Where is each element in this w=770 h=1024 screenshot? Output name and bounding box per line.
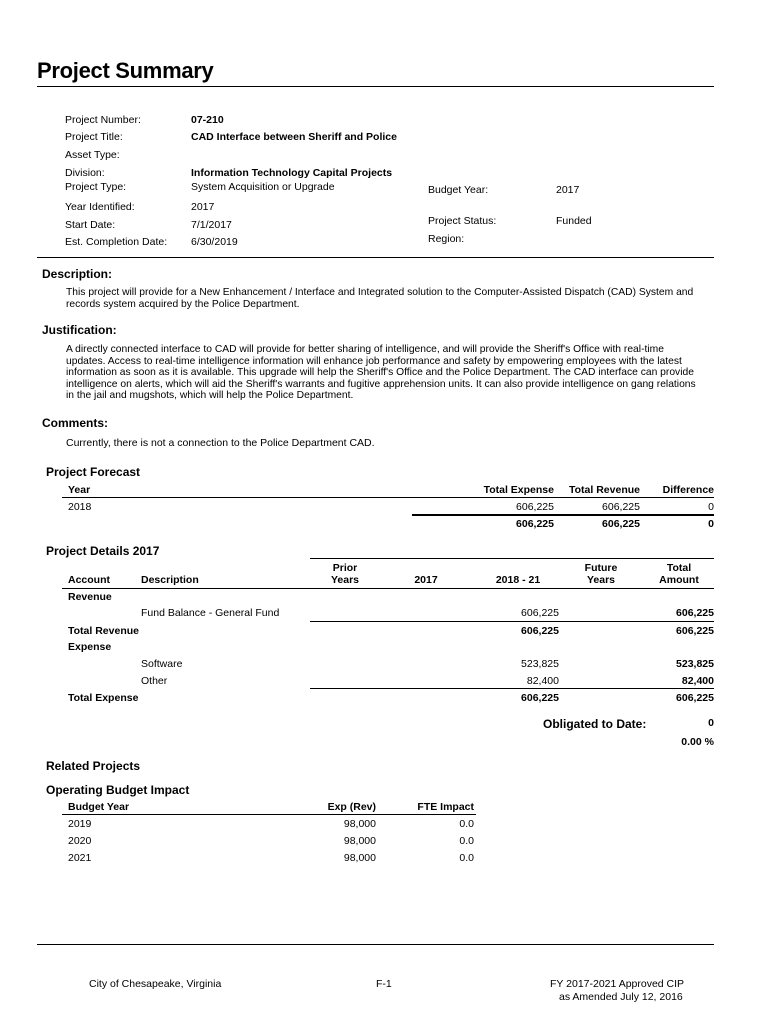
division-value: Information Technology Capital Projects	[191, 167, 393, 179]
project-type-label: Project Type:	[65, 181, 127, 193]
budget-col-exp-rev: Exp (Rev)	[327, 801, 376, 813]
justification-text: A directly connected interface to CAD will provide for better sharing of intelligence, and will provide the Sheriff's Office with real-time updates. Access to real-time intelligence information will enhance job performance and safety by empowering employees with the latest information as soon as it is available. This upgrade will help the Sheriff's Office and the Police Department. The CAD interface can provide intelligence on alerts, which will aid the Sheriff's warrants and fugitive apprehension units. It can also provide intelligence on gang relations in the jail and mugshots, which will help the Police Department.	[66, 344, 696, 401]
details-total-revenue-2018-21: 606,225	[521, 625, 559, 637]
details-col-prior-years: Years	[330, 574, 360, 586]
budget-exp-cell: 98,000	[343, 852, 376, 864]
forecast-total-expense: 606,225	[516, 518, 554, 530]
details-expense-2018-21: 82,400	[526, 675, 559, 687]
forecast-col-difference: Difference	[662, 484, 714, 496]
details-col-account: Account	[68, 574, 110, 586]
details-revenue-total: 606,225	[676, 607, 714, 619]
forecast-total-difference: 0	[708, 518, 714, 530]
obligated-value: 0	[708, 717, 714, 729]
budget-year-label: Budget Year:	[428, 184, 489, 196]
details-revenue-label: Revenue	[68, 591, 112, 603]
details-expense-label: Expense	[68, 641, 112, 653]
details-header-rule	[62, 588, 714, 589]
details-revenue-description: Fund Balance - General Fund	[141, 607, 280, 619]
project-status-label: Project Status:	[428, 215, 497, 227]
footer-amended: as Amended July 12, 2016	[559, 991, 683, 1003]
forecast-header-rule	[62, 497, 714, 498]
project-title-label: Project Title:	[65, 131, 123, 143]
details-col-future: Future	[584, 562, 618, 574]
details-revenue-2018-21: 606,225	[521, 607, 559, 619]
details-revenue-rule	[310, 621, 714, 622]
details-col-2017: 2017	[414, 574, 438, 586]
details-col-2018-21: 2018 - 21	[495, 574, 541, 586]
comments-text: Currently, there is not a connection to the Police Department CAD.	[66, 437, 375, 449]
year-identified-value: 2017	[191, 201, 215, 213]
project-title-value: CAD Interface between Sheriff and Police	[191, 131, 397, 143]
comments-heading: Comments:	[42, 416, 109, 430]
justification-heading: Justification:	[42, 323, 117, 337]
details-col-prior: Prior	[332, 562, 358, 574]
forecast-year-cell: 2018	[68, 501, 92, 513]
details-expense-2018-21: 523,825	[521, 658, 559, 670]
title-rule	[37, 86, 714, 87]
region-label: Region:	[428, 233, 465, 245]
obligated-label: Obligated to Date:	[543, 717, 647, 731]
budget-year-value: 2017	[556, 184, 580, 196]
budget-fte-cell: 0.0	[459, 835, 474, 847]
est-completion-label: Est. Completion Date:	[65, 236, 168, 248]
forecast-expense-cell: 606,225	[516, 501, 554, 513]
details-total-expense-total: 606,225	[676, 692, 714, 704]
budget-year-cell: 2020	[68, 835, 92, 847]
forecast-col-total-expense: Total Expense	[483, 484, 554, 496]
est-completion-value: 6/30/2019	[191, 236, 238, 248]
details-expense-total: 82,400	[681, 675, 714, 687]
description-heading: Description:	[42, 267, 113, 281]
forecast-col-total-revenue: Total Revenue	[569, 484, 640, 496]
budget-fte-cell: 0.0	[459, 818, 474, 830]
forecast-revenue-cell: 606,225	[602, 501, 640, 513]
header-rule	[37, 257, 714, 258]
details-expense-description: Software	[141, 658, 183, 670]
forecast-total-rule	[412, 514, 714, 516]
page-title: Project Summary	[37, 58, 214, 83]
budget-exp-cell: 98,000	[343, 835, 376, 847]
details-col-description: Description	[141, 574, 199, 586]
footer-cip: FY 2017-2021 Approved CIP	[550, 978, 685, 990]
start-date-label: Start Date:	[65, 219, 116, 231]
details-total-revenue-total: 606,225	[676, 625, 714, 637]
division-label: Division:	[65, 167, 105, 179]
details-expense-rule	[310, 688, 714, 689]
obligated-percent: 0.00 %	[681, 736, 714, 748]
details-col-total: Total	[666, 562, 692, 574]
project-type-value: System Acquisition or Upgrade	[191, 181, 335, 193]
budget-header-rule	[62, 814, 476, 815]
details-total-revenue-label: Total Revenue	[68, 625, 139, 637]
budget-exp-cell: 98,000	[343, 818, 376, 830]
project-number-label: Project Number:	[65, 114, 141, 126]
forecast-difference-cell: 0	[708, 501, 714, 513]
project-number-value: 07-210	[191, 114, 224, 126]
details-expense-total: 523,825	[676, 658, 714, 670]
footer-page-number: F-1	[376, 978, 392, 990]
description-text: This project will provide for a New Enhancement / Interface and Integrated solution to the Computer-Assisted Dispatch (CAD) System and records system acquired by the Police Department.	[66, 287, 694, 310]
footer-city: City of Chesapeake, Virginia	[89, 978, 222, 990]
start-date-value: 7/1/2017	[191, 219, 232, 231]
operating-budget-heading: Operating Budget Impact	[46, 783, 190, 797]
asset-type-label: Asset Type:	[65, 149, 120, 161]
project-status-value: Funded	[556, 215, 592, 227]
budget-year-cell: 2021	[68, 852, 92, 864]
details-top-rule	[310, 558, 714, 559]
related-projects-heading: Related Projects	[46, 759, 141, 773]
details-expense-description: Other	[141, 675, 168, 687]
budget-year-cell: 2019	[68, 818, 92, 830]
forecast-col-year: Year	[68, 484, 91, 496]
year-identified-label: Year Identified:	[65, 201, 135, 213]
details-col-total-amount: Amount	[659, 574, 699, 586]
forecast-heading: Project Forecast	[46, 465, 141, 479]
forecast-total-revenue: 606,225	[602, 518, 640, 530]
details-total-expense-2018-21: 606,225	[521, 692, 559, 704]
details-col-future-years: Years	[586, 574, 616, 586]
budget-col-year: Budget Year	[68, 801, 130, 813]
details-heading: Project Details 2017	[46, 544, 160, 558]
footer-rule	[37, 944, 714, 945]
budget-fte-cell: 0.0	[459, 852, 474, 864]
budget-col-fte: FTE Impact	[417, 801, 474, 813]
details-total-expense-label: Total Expense	[68, 692, 139, 704]
